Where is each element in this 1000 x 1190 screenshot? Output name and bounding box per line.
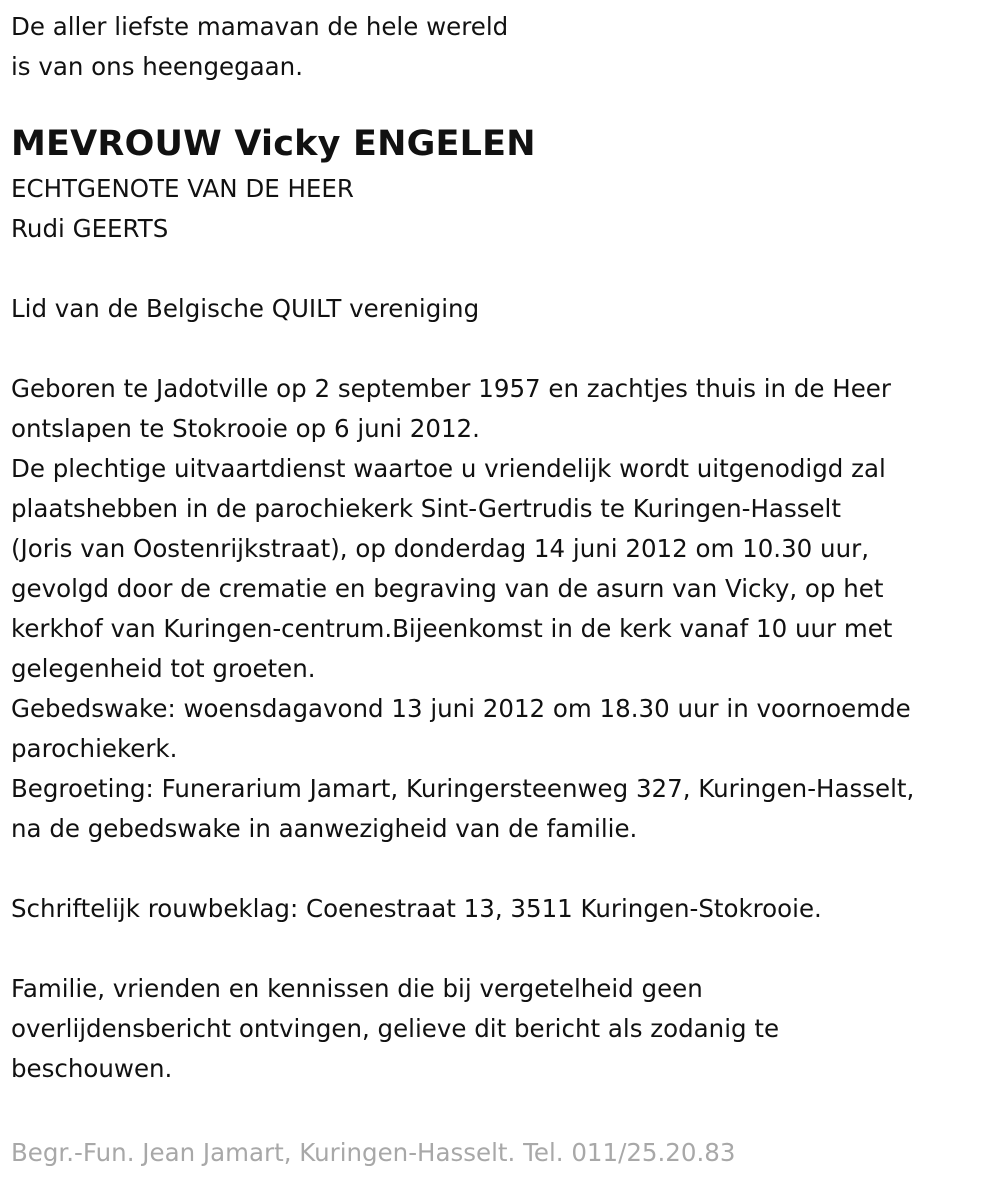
body-line: parochiekerk. <box>11 734 178 763</box>
deceased-name: MEVROUW Vicky ENGELEN <box>11 124 536 164</box>
body-line: gelegenheid tot groeten. <box>11 654 316 683</box>
body-line: plaatshebben in de parochiekerk Sint-Gertrudis te Kuringen-Hasselt <box>11 494 841 523</box>
intro-block <box>11 7 1000 87</box>
body-line: (Joris van Oostenrijkstraat), op donderdag 14 juni 2012 om 10.30 uur, <box>11 534 869 563</box>
closing-line: overlijdensbericht ontvingen, gelieve dit bericht als zodanig te <box>11 1014 780 1043</box>
spouse-title: ECHTGENOTE VAN DE HEER <box>11 174 354 203</box>
funeral-home-footer: Begr.-Fun. Jean Jamart, Kuringen-Hasselt. Tel. 011/25.20.83 <box>11 1138 736 1167</box>
closing-line: Familie, vrienden en kennissen die bij vergetelheid geen <box>11 974 703 1003</box>
body-line: De plechtige uitvaartdienst waartoe u vriendelijk wordt uitgenodigd zal <box>11 454 886 483</box>
intro-line: De aller liefste mamavan de hele wereld <box>11 12 509 41</box>
body-line: Begroeting: Funerarium Jamart, Kuringersteenweg 327, Kuringen-Hasselt, <box>11 774 915 803</box>
intro-line: is van ons heengegaan. <box>11 52 303 81</box>
spouse-name: Rudi GEERTS <box>11 214 169 243</box>
body-line: Geboren te Jadotville op 2 september 1957 en zachtjes thuis in de Heer <box>11 374 891 403</box>
closing-block <box>11 969 1000 1089</box>
membership-text: Lid van de Belgische QUILT vereniging <box>11 294 480 323</box>
body-line: gevolgd door de crematie en begraving van de asurn van Vicky, op het <box>11 574 884 603</box>
closing-line: beschouwen. <box>11 1054 173 1083</box>
condolences-address: Schriftelijk rouwbeklag: Coenestraat 13, 3511 Kuringen-Stokrooie. <box>11 894 822 923</box>
ceremony-details <box>11 369 1000 849</box>
body-line: ontslapen te Stokrooie op 6 juni 2012. <box>11 414 480 443</box>
spouse-block <box>11 169 1000 249</box>
body-line: Gebedswake: woensdagavond 13 juni 2012 om 18.30 uur in voornoemde <box>11 694 911 723</box>
body-line: kerkhof van Kuringen-centrum.Bijeenkomst in de kerk vanaf 10 uur met <box>11 614 893 643</box>
body-line: na de gebedswake in aanwezigheid van de familie. <box>11 814 638 843</box>
